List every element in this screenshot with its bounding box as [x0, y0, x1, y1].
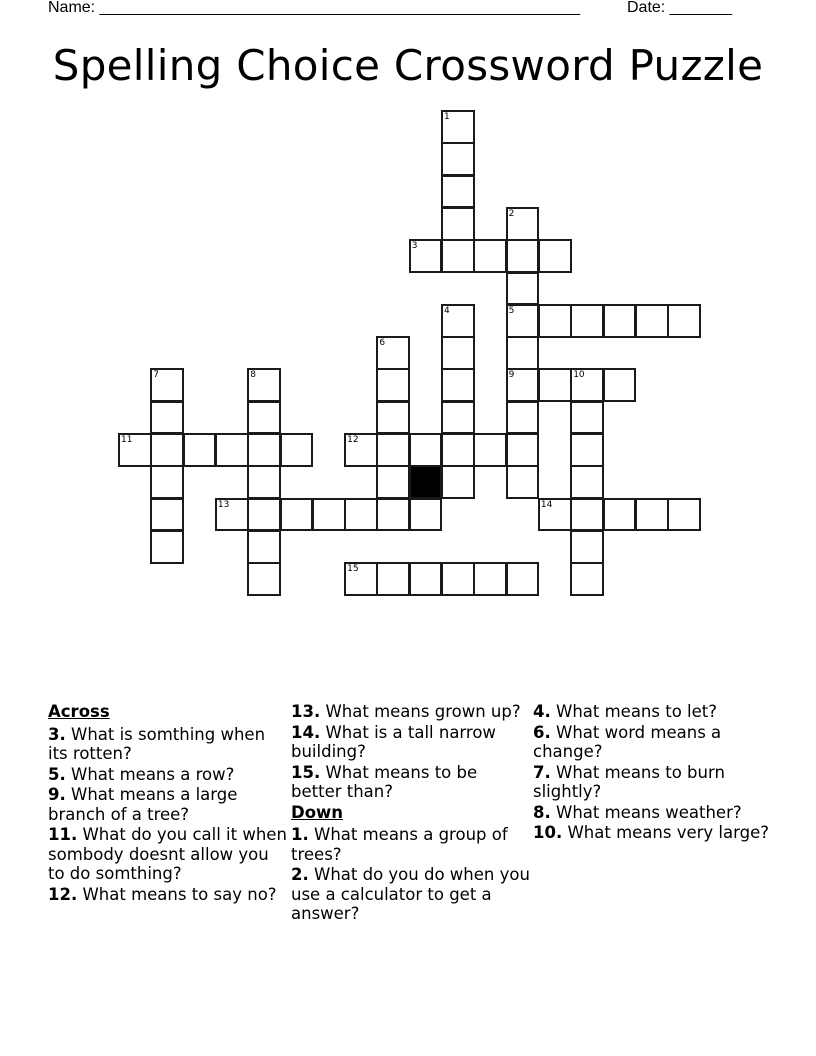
- clue-text: What is a tall narrow building?: [291, 722, 496, 761]
- grid-cell[interactable]: [506, 562, 540, 596]
- name-field[interactable]: Name: ______________________________________________________: [48, 0, 581, 16]
- grid-cell[interactable]: [441, 336, 475, 370]
- grid-cell[interactable]: [441, 401, 475, 435]
- grid-cell[interactable]: [506, 433, 540, 467]
- clue-number: 5.: [48, 764, 66, 784]
- grid-cell[interactable]: [344, 562, 378, 596]
- grid-cell[interactable]: [473, 433, 507, 467]
- grid-cell[interactable]: [538, 498, 572, 532]
- grid-cell[interactable]: [570, 304, 604, 338]
- clue-number: 7.: [533, 762, 551, 782]
- grid-cell[interactable]: [150, 465, 184, 499]
- clue-text: What means weather?: [556, 802, 742, 822]
- clue-text: What means very large?: [567, 823, 769, 842]
- date-field[interactable]: Date: _______: [627, 0, 732, 16]
- clue-text: What means a row?: [71, 764, 235, 784]
- clue-number-label: 5: [508, 305, 515, 316]
- grid-cell[interactable]: [150, 401, 184, 435]
- clue-number: 6.: [533, 722, 551, 742]
- grid-cell[interactable]: [506, 401, 540, 435]
- grid-cell[interactable]: [506, 304, 540, 338]
- clue-number-label: 3: [411, 241, 418, 252]
- clue-text: What means to burn slightly?: [533, 762, 725, 801]
- grid-cell[interactable]: [506, 368, 540, 402]
- clue-number-label: 15: [347, 564, 359, 575]
- grid-cell[interactable]: [441, 433, 475, 467]
- clue-number: 4.: [533, 702, 551, 721]
- grid-cell[interactable]: [247, 465, 281, 499]
- grid-cell[interactable]: [376, 498, 410, 532]
- grid-cell[interactable]: [441, 207, 475, 241]
- clue-across-12: [48, 885, 288, 905]
- grid-cell[interactable]: [376, 433, 410, 467]
- clue-text: What is somthing when its rotten?: [48, 724, 266, 763]
- grid-cell[interactable]: [247, 498, 281, 532]
- clue-number-label: 11: [121, 435, 133, 445]
- grid-cell[interactable]: [215, 498, 249, 532]
- grid-cell[interactable]: [280, 433, 314, 467]
- clue-text: What means to let?: [556, 702, 718, 721]
- grid-cell[interactable]: [376, 465, 410, 499]
- grid-cell[interactable]: [667, 304, 701, 338]
- grid-cell[interactable]: [376, 368, 410, 402]
- grid-cell[interactable]: [312, 498, 346, 532]
- clue-across-3: [48, 725, 288, 764]
- clue-number-label: 14: [540, 499, 553, 510]
- grid-cell[interactable]: [247, 530, 281, 564]
- grid-cell[interactable]: [376, 562, 410, 596]
- grid-cell[interactable]: [570, 401, 604, 435]
- grid-cell[interactable]: [570, 562, 604, 596]
- clue-number: 8.: [533, 802, 551, 822]
- grid-cell[interactable]: [441, 562, 475, 596]
- clue-text: What means to say no?: [82, 884, 277, 904]
- grid-cell[interactable]: [183, 433, 217, 467]
- clues-column-2: [291, 702, 531, 925]
- grid-cell[interactable]: [247, 401, 281, 435]
- clue-number: 15.: [291, 762, 321, 782]
- clue-text: What means a group of trees?: [291, 825, 508, 864]
- grid-cell[interactable]: [473, 562, 507, 596]
- grid-cell[interactable]: [441, 239, 475, 273]
- grid-cell[interactable]: [441, 142, 475, 176]
- clues-column-3: [533, 702, 773, 844]
- grid-cell[interactable]: [538, 368, 572, 402]
- clue-down-10: [533, 823, 773, 843]
- clue-number: 10.: [533, 823, 563, 842]
- clue-number: 13.: [291, 702, 321, 721]
- clue-number-label: 13: [217, 499, 230, 510]
- grid-cell[interactable]: [506, 336, 540, 370]
- grid-cell[interactable]: [570, 530, 604, 564]
- grid-cell[interactable]: [118, 433, 152, 467]
- grid-cell[interactable]: [247, 433, 281, 467]
- grid-cell[interactable]: [506, 272, 540, 306]
- grid-cell[interactable]: [441, 368, 475, 402]
- clue-down-1: [291, 825, 531, 864]
- clue-number: 1.: [291, 825, 309, 844]
- grid-cell[interactable]: [441, 465, 475, 499]
- grid-cell[interactable]: [603, 498, 637, 532]
- grid-cell[interactable]: [215, 433, 249, 467]
- grid-cell[interactable]: [441, 304, 475, 338]
- grid-cell[interactable]: [538, 304, 572, 338]
- grid-cell[interactable]: [409, 498, 443, 532]
- clue-down-8: [533, 803, 773, 823]
- clue-number: 9.: [48, 785, 66, 804]
- clue-down-2: [291, 865, 531, 924]
- grid-cell[interactable]: [409, 239, 443, 273]
- grid-cell[interactable]: [506, 207, 540, 241]
- grid-cell[interactable]: [150, 433, 184, 467]
- grid-cell[interactable]: [603, 368, 637, 402]
- black-cell: [409, 465, 443, 499]
- clues-column-1: [48, 702, 288, 905]
- clue-text: What means to be better than?: [291, 762, 478, 801]
- grid-cell[interactable]: [150, 498, 184, 532]
- clue-number-label: 12: [347, 435, 359, 445]
- grid-cell[interactable]: [506, 465, 540, 499]
- grid-cell[interactable]: [150, 368, 184, 402]
- clue-across-15: [291, 763, 531, 802]
- clue-across-14: [291, 723, 531, 762]
- grid-cell[interactable]: [506, 239, 540, 273]
- clue-number-label: 1: [444, 112, 450, 122]
- grid-cell[interactable]: [441, 110, 475, 144]
- grid-cell[interactable]: [344, 498, 378, 532]
- clue-number-label: 6: [379, 338, 386, 349]
- grid-cell[interactable]: [409, 562, 443, 596]
- grid-cell[interactable]: [247, 562, 281, 596]
- grid-cell[interactable]: [538, 239, 572, 273]
- grid-cell[interactable]: [376, 401, 410, 435]
- clue-number: 2.: [291, 865, 309, 884]
- grid-cell[interactable]: [247, 368, 281, 402]
- clue-text: What do you call it when sombody doesnt allow you to do somthing?: [48, 825, 287, 883]
- clue-down-4: [533, 702, 773, 722]
- clue-number-label: 9: [508, 370, 515, 381]
- grid-cell[interactable]: [376, 336, 410, 370]
- grid-cell[interactable]: [441, 175, 475, 209]
- clue-number-label: 8: [250, 370, 256, 381]
- page-title: Spelling Choice Crossword Puzzle: [52, 41, 764, 90]
- grid-cell[interactable]: [570, 368, 604, 402]
- grid-cell[interactable]: [344, 433, 378, 467]
- clue-across-9: [48, 785, 288, 824]
- grid-cell[interactable]: [280, 498, 314, 532]
- clue-text: What means a large branch of a tree?: [48, 785, 238, 824]
- clue-across-11: [48, 825, 288, 884]
- clue-number-label: 4: [444, 305, 450, 316]
- clue-down-7: [533, 763, 773, 802]
- across-heading: Across: [48, 702, 110, 721]
- clue-across-5: [48, 765, 288, 785]
- grid-cell[interactable]: [667, 498, 701, 532]
- clue-text: What do you do when you use a calculator to get a answer?: [291, 865, 530, 923]
- grid-cell[interactable]: [603, 304, 637, 338]
- clue-text: What means grown up?: [325, 702, 521, 721]
- grid-cell[interactable]: [473, 239, 507, 273]
- grid-cell[interactable]: [150, 530, 184, 564]
- clue-down-6: [533, 723, 773, 762]
- clue-number: 14.: [291, 722, 321, 742]
- clue-number: 12.: [48, 884, 78, 904]
- clue-number-label: 10: [573, 370, 585, 381]
- down-heading: Down: [291, 802, 344, 822]
- grid-cell[interactable]: [570, 465, 604, 499]
- grid-cell[interactable]: [409, 433, 443, 467]
- clue-number: 11.: [48, 825, 78, 844]
- grid-cell[interactable]: [635, 498, 669, 532]
- grid-cell[interactable]: [570, 433, 604, 467]
- clue-number-label: 7: [153, 370, 160, 381]
- clue-number-label: 2: [508, 208, 515, 219]
- clue-number: 3.: [48, 724, 66, 744]
- clue-text: What word means a change?: [533, 722, 722, 761]
- clue-across-13: [291, 702, 531, 722]
- grid-cell[interactable]: [635, 304, 669, 338]
- grid-cell[interactable]: [570, 498, 604, 532]
